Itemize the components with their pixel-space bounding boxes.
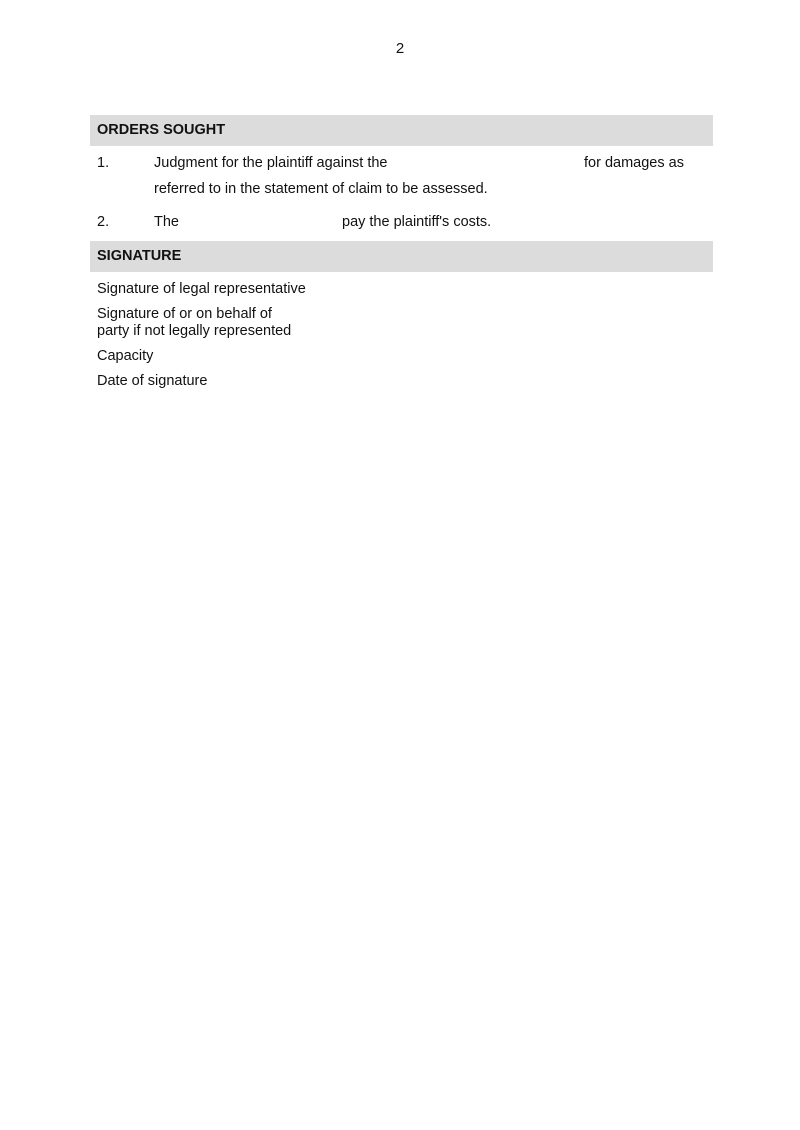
orders-sought-heading: ORDERS SOUGHT [90,115,713,146]
order-1-text-line2: referred to in the statement of claim to be assessed. [154,181,488,197]
order-2-text-part2: pay the plaintiff's costs. [342,214,492,230]
capacity-label: Capacity [97,348,154,364]
date-of-signature-label: Date of signature [97,373,208,389]
party-signature-label-line2: party if not legally represented [97,323,292,339]
order-1-number: 1. [97,155,110,171]
legal-representative-signature-label: Signature of legal representative [97,281,306,297]
order-1-text-part2: for damages as [584,155,684,171]
party-signature-label-line1: Signature of or on behalf of [97,306,272,322]
page-number: 2 [395,40,405,57]
order-2-text-part1: The [154,214,179,230]
signature-heading: SIGNATURE [90,241,713,272]
order-1-text-part1: Judgment for the plaintiff against the [154,155,388,171]
order-2-number: 2. [97,214,110,230]
